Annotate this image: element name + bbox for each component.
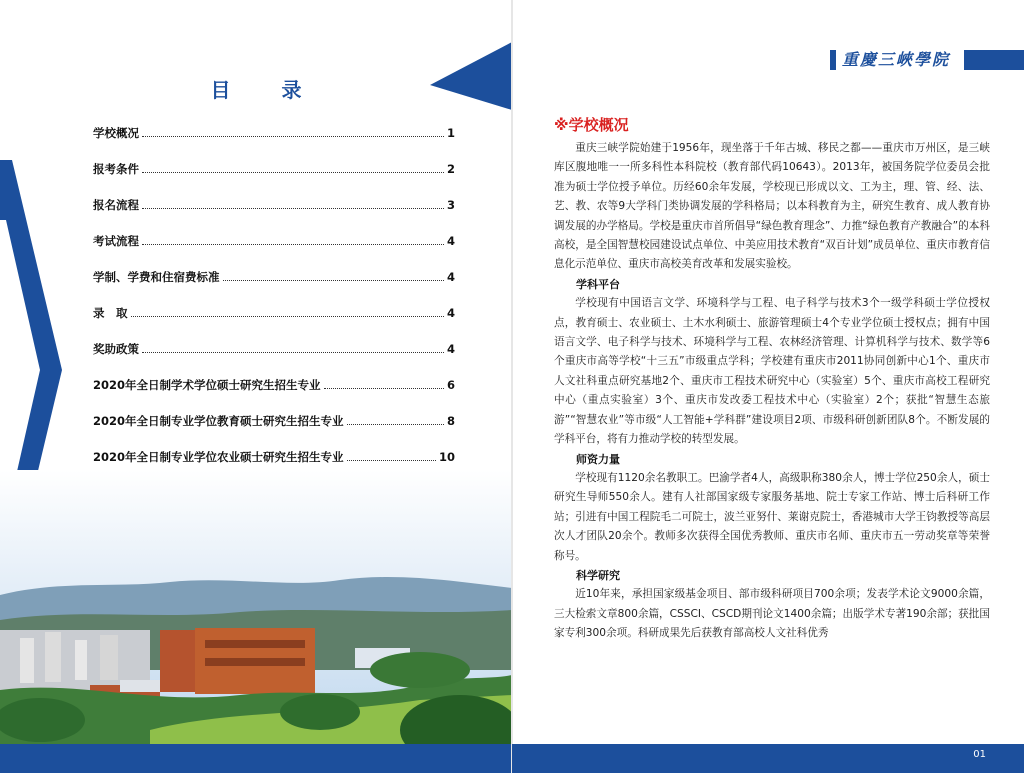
toc-item-page: 10 bbox=[438, 450, 455, 464]
subsection-paragraph: 近10年来，承担国家级基金项目、部市级科研项目700余项；发表学术论文9000余篇，三大检索文章800余篇，CSSCI、CSCD期刊论文1400余篇；出版学术专著190余部；获批国家专利300余项。科研成果先后获教育部高校人文社科优秀 bbox=[554, 588, 990, 640]
toc-item-page: 3 bbox=[446, 198, 455, 212]
toc-item-page: 6 bbox=[446, 378, 455, 392]
toc-leader-dots bbox=[142, 244, 444, 245]
bottom-bar bbox=[0, 744, 512, 773]
section-title: ※学校概况 bbox=[554, 116, 629, 134]
logo-block bbox=[964, 50, 1024, 70]
toc-item-page: 4 bbox=[446, 306, 455, 320]
toc-item-page: 2 bbox=[446, 162, 455, 176]
toc-item[interactable] bbox=[93, 377, 455, 413]
logo-text: 重慶三峽學院 bbox=[842, 50, 951, 69]
toc-item-label: 报考条件 bbox=[93, 162, 139, 176]
logo-stripe bbox=[830, 50, 836, 70]
toc-item[interactable] bbox=[93, 161, 455, 197]
toc-item-label: 学校概况 bbox=[93, 126, 139, 140]
toc-leader-dots bbox=[142, 172, 444, 173]
bottom-bar bbox=[512, 744, 1024, 773]
toc-item-label: 2020年全日制专业学位农业硕士研究生招生专业 bbox=[93, 450, 344, 464]
main-content bbox=[554, 114, 990, 644]
toc-item-label: 录 取 bbox=[93, 306, 128, 320]
toc-item[interactable] bbox=[93, 269, 455, 305]
subsection-heading: 师资力量 bbox=[576, 452, 620, 466]
toc-item[interactable] bbox=[93, 413, 455, 449]
toc-item-label: 2020年全日制专业学位教育硕士研究生招生专业 bbox=[93, 414, 344, 428]
toc-item-page: 4 bbox=[446, 342, 455, 356]
toc-item[interactable] bbox=[93, 305, 455, 341]
subsection-paragraph: 学校现有中国语言文学、环境科学与工程、电子科学与技术3个一级学科硕士学位授权点，教育硕士、农业硕士、土木水利硕士、旅游管理硕士4个专业学位硕士授权点；拥有中国语言文学、电子科学与技术、环境科学与工程、农林经济管理、计算机科学与技术、数学等6个重庆市高等学校“十三五”市级重点学科；学校建有重庆市2011协同创新中心1个、重庆市人文社科重点研究基地2个、重庆市工程技术研究中心（实验室）5个、重庆市高校工程研究中心（重点实验室）3个、重庆市发改委工程技术中心（实验室）2个；获批“智慧生态旅游”“智慧农业”等市级“人工智能+学科群”建设项目2项、市级科研创新团队8个。不断发展的学科平台，将有力推动学校的转型发展。 bbox=[554, 297, 990, 446]
university-logo bbox=[830, 50, 1024, 70]
campus-photo bbox=[0, 470, 512, 773]
subsection-paragraph: 学校现有1120余名教职工。巴渝学者4人，高级职称380余人，博士学位250余人，硕士研究生导师550余人。建有人社部国家级专家服务基地、院士专家工作站、博士后科研工作站；引进有中国工程院毛二可院士，波兰亚努什、莱谢克院士，香港城市大学王钧教授等高层次人才团队20余个。教师多次获得全国优秀教师、重庆市名师、重庆市五一劳动奖章等荣誉称号。 bbox=[554, 471, 990, 562]
toc-item-page: 1 bbox=[446, 126, 455, 140]
toc-item-page: 8 bbox=[446, 414, 455, 428]
toc-item[interactable] bbox=[93, 125, 455, 161]
toc-leader-dots bbox=[347, 424, 444, 425]
toc-leader-dots bbox=[142, 208, 444, 209]
toc-item-page: 4 bbox=[446, 270, 455, 284]
toc-item-page: 4 bbox=[446, 234, 455, 248]
toc-title: 目 录 bbox=[210, 78, 324, 102]
toc-leader-dots bbox=[131, 316, 444, 317]
right-page bbox=[512, 0, 1024, 773]
toc-item-label: 学制、学费和住宿费标准 bbox=[93, 270, 220, 284]
toc-leader-dots bbox=[347, 460, 436, 461]
toc-item[interactable] bbox=[93, 341, 455, 377]
toc-item[interactable] bbox=[93, 197, 455, 233]
subsection-heading: 学科平台 bbox=[576, 277, 620, 291]
toc-item-label: 报名流程 bbox=[93, 198, 139, 212]
intro-paragraph: 重庆三峡学院始建于1956年，现坐落于千年古城、移民之都——重庆市万州区，是三峡库区腹地唯一一所多科性本科院校（教育部代码10643）。2013年，被国务院学位委员会批准为硕士学位授予单位。历经60余年发展，学校现已形成以文、工为主，理、管、经、法、艺、教、农等9大学科门类协调发展的学科格局；以本科教育为主，研究生教育、成人教育协调发展的办学格局。学校是重庆市首所倡导“绿色教育理念”、力推“绿色教育产教融合”的本科高校，是全国智慧校园建设试点单位、中美应用技术教育“双百计划”成员单位、重庆市教育信息化示范单位、重庆市高校美育改革和发展实验校。 bbox=[554, 142, 990, 271]
toc-item-label: 奖助政策 bbox=[93, 342, 139, 356]
toc-leader-dots bbox=[142, 136, 444, 137]
toc-leader-dots bbox=[324, 388, 444, 389]
toc-item-label: 2020年全日制学术学位硕士研究生招生专业 bbox=[93, 378, 321, 392]
page-number: 01 bbox=[973, 749, 986, 760]
subsection-heading: 科学研究 bbox=[576, 568, 620, 582]
toc-item[interactable] bbox=[93, 233, 455, 269]
toc-leader-dots bbox=[142, 352, 444, 353]
toc-item-label: 考试流程 bbox=[93, 234, 139, 248]
toc-leader-dots bbox=[223, 280, 444, 281]
